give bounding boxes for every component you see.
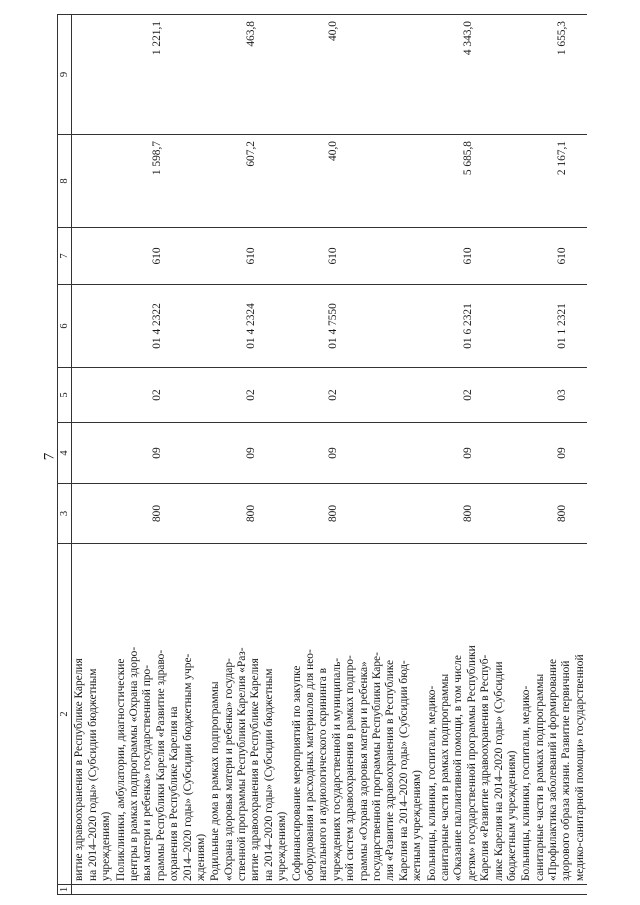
- section-code: 09: [519, 423, 587, 484]
- target-article-code: [72, 285, 114, 368]
- amount-col-8: 1 598,7: [114, 135, 209, 228]
- header-cell-7: 7: [58, 228, 72, 285]
- row-description: [208, 544, 289, 885]
- description-line: бюджетным учреждениям): [505, 750, 518, 881]
- table-row: [425, 15, 520, 895]
- ministry-code: 800: [425, 484, 520, 544]
- description-line: медико-санитарной помощи» государственной: [573, 654, 586, 881]
- description-line: учреждениям): [276, 811, 289, 881]
- amount-col-8: 40,0: [290, 135, 425, 228]
- amount-col-8: [72, 135, 114, 228]
- row-description: [72, 544, 114, 885]
- amount-col-8: 607,2: [208, 135, 289, 228]
- row-description: [425, 544, 520, 885]
- row-number-cell: [519, 885, 587, 895]
- description-line: учреждениях государственной и муниципаль-: [330, 657, 343, 881]
- description-line: лия «Развитие здравоохранения в Республике: [384, 659, 397, 881]
- header-row: [58, 15, 72, 895]
- amount-col-8: 5 685,8: [425, 135, 520, 228]
- amount-col-8: 2 167,1: [519, 135, 587, 228]
- description-line: на 2014–2020 годы» (Субсидии бюджетным: [262, 668, 275, 881]
- description-line: Карелия на 2014–2020 годы» (Субсидии бюд-: [397, 660, 410, 881]
- subsection-code: 03: [519, 368, 587, 423]
- subsection-code: 02: [114, 368, 209, 423]
- subsection-code: 02: [425, 368, 520, 423]
- header-cell-9: 9: [58, 15, 72, 135]
- row-number-cell: [208, 885, 289, 895]
- expense-type-code: 610: [425, 228, 520, 285]
- section-code: 09: [114, 423, 209, 484]
- row-number-cell: [114, 885, 209, 895]
- description-line: «Профилактика заболеваний и формирование: [547, 658, 560, 881]
- description-line: государственной программы Республики Каре-: [371, 652, 383, 881]
- description-line: ной систем здравоохранения в рамках подпро-: [344, 655, 357, 881]
- description-line: Родильные дома в рамках подпрограммы: [209, 681, 222, 881]
- description-line: витие здравоохранения в Республике Карелия: [249, 658, 262, 881]
- description-line: санитарные части в рамках подпрограммы: [438, 673, 451, 881]
- description-line: вья матери и ребенка» государственной про-: [141, 665, 154, 881]
- section-code: 09: [425, 423, 520, 484]
- description-line: граммы Республики Карелия «Развитие здраво-: [154, 649, 167, 881]
- description-line: Больницы, клиники, госпитали, медико-: [425, 685, 438, 881]
- header-cell-5: 5: [58, 368, 72, 423]
- table-row: [208, 15, 289, 895]
- table-row: [290, 15, 425, 895]
- header-cell-3: 3: [58, 484, 72, 544]
- amount-col-9: 1 221,1: [114, 15, 209, 135]
- expense-type-code: [72, 228, 114, 285]
- row-number-cell: [290, 885, 425, 895]
- target-article-code: 01 1 2321: [519, 285, 587, 368]
- description-line: оборудования и расходных материалов для нео-: [304, 649, 317, 881]
- description-line: натального и аудиологического скрининга в: [317, 667, 330, 881]
- description-line: Карелия «Развитие здравоохранения в Респуб-: [479, 654, 492, 881]
- expense-type-code: 610: [114, 228, 209, 285]
- description-line: лике Карелия на 2014–2020 годы» (Субсидии: [492, 661, 505, 881]
- header-cell-6: 6: [58, 285, 72, 368]
- ministry-code: 800: [290, 484, 425, 544]
- target-article-code: 01 6 2321: [425, 285, 520, 368]
- row-number-cell: [425, 885, 520, 895]
- ministry-code: 800: [519, 484, 587, 544]
- expense-type-code: 610: [519, 228, 587, 285]
- row-description: [290, 544, 425, 885]
- target-article-code: 01 4 2324: [208, 285, 289, 368]
- expense-type-code: 610: [208, 228, 289, 285]
- table-row: [519, 15, 587, 895]
- description-line: ждениям): [194, 833, 207, 881]
- amount-col-9: 463,8: [208, 15, 289, 135]
- row-description: [114, 544, 209, 885]
- description-line: 2014–2020 годы» (Субсидии бюджетным учре-: [181, 653, 194, 881]
- amount-col-9: 1 655,3: [519, 15, 587, 135]
- row-number-cell: [72, 885, 114, 895]
- target-article-code: 01 4 2322: [114, 285, 209, 368]
- section-code: 09: [290, 423, 425, 484]
- description-line: детям» государственной программы Республики: [465, 645, 478, 881]
- header-cell-8: 8: [58, 135, 72, 228]
- description-line: «Охрана здоровья матери и ребенка» государ-: [222, 658, 235, 881]
- description-line: санитарные части в рамках подпрограммы: [533, 673, 546, 881]
- section-code: 09: [208, 423, 289, 484]
- description-line: ственной программы Республики Карелия «Раз-: [236, 647, 249, 881]
- budget-table: [57, 14, 587, 895]
- description-line: охранения в Республике Карелия на: [168, 706, 181, 881]
- ministry-code: [72, 484, 114, 544]
- description-line: витие здравоохранения в Республике Карелия: [73, 658, 86, 881]
- section-code: [72, 423, 114, 484]
- subsection-code: [72, 368, 114, 423]
- description-line: учреждениям): [100, 811, 113, 881]
- table-row: [72, 15, 114, 895]
- amount-col-9: 40,0: [290, 15, 425, 135]
- header-cell-2: 2: [58, 544, 72, 885]
- subsection-code: 02: [208, 368, 289, 423]
- description-line: Больницы, клиники, госпитали, медико-: [520, 685, 533, 881]
- target-article-code: 01 4 7550: [290, 285, 425, 368]
- ministry-code: 800: [208, 484, 289, 544]
- expense-type-code: 610: [290, 228, 425, 285]
- description-line: Софинансирование мероприятий по закупке: [290, 665, 303, 881]
- description-line: «Оказание паллиативной помощи, в том числе: [452, 655, 465, 881]
- description-line: граммы «Охрана здоровья матери и ребенка»: [357, 661, 370, 881]
- header-cell-1: 1: [58, 885, 72, 895]
- amount-col-9: 4 343,0: [425, 15, 520, 135]
- ministry-code: 800: [114, 484, 209, 544]
- row-description: [519, 544, 587, 885]
- page-number: 7: [41, 452, 58, 461]
- description-line: на 2014–2020 годы» (Субсидии бюджетным: [86, 668, 99, 881]
- budget-table-rotated: [57, 15, 636, 895]
- description-line: центры в рамках подпрограммы «Охрана здоро-: [127, 646, 140, 881]
- subsection-code: 02: [290, 368, 425, 423]
- amount-col-9: [72, 15, 114, 135]
- description-line: здорового образа жизни. Развитие первичной: [560, 660, 573, 881]
- description-line: Поликлиники, амбулатории, диагностические: [114, 658, 127, 881]
- header-cell-4: 4: [58, 423, 72, 484]
- table-row: [114, 15, 209, 895]
- description-line: жетным учреждениям): [411, 770, 424, 881]
